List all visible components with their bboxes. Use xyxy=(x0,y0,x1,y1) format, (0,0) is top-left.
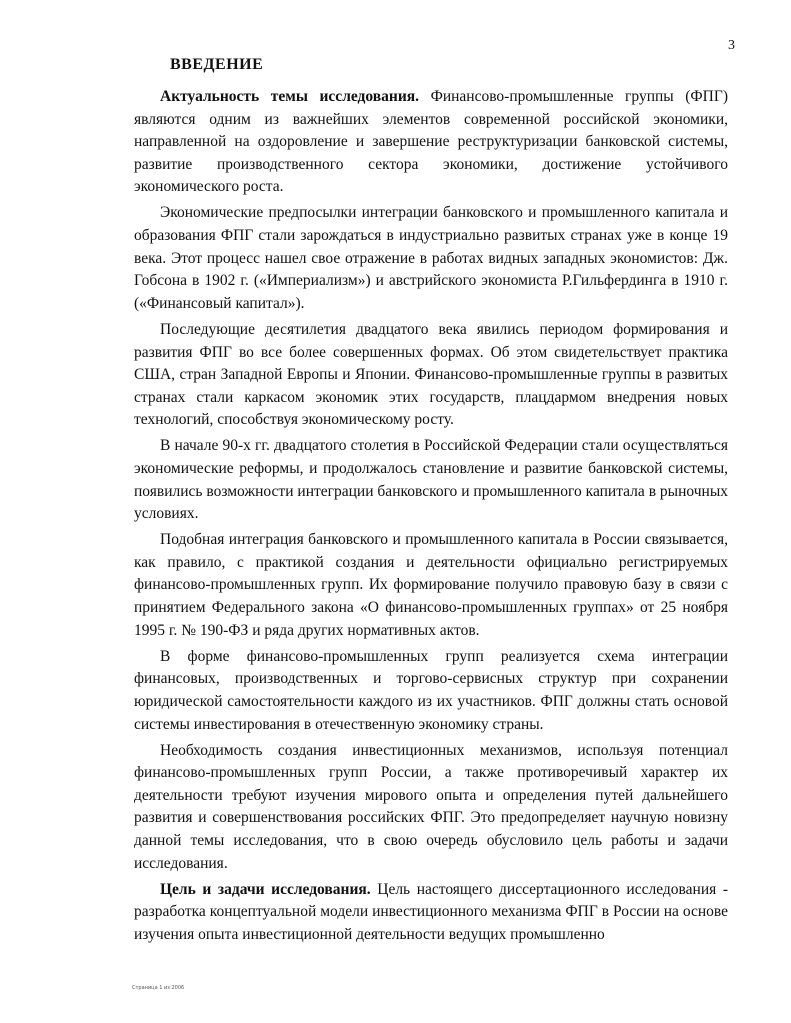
body-text xyxy=(134,86,728,950)
paragraph-text: В форме финансово-промышленных групп реализуется схема интеграции финансовых, производственных и торгово-сервисных структур при сохранении юридической самостоятельности каждого из их участников. ФПГ должны стать основой системы инвестирования в отечественную экономику страны. xyxy=(134,647,728,733)
paragraph-text: В начале 90-х гг. двадцатого столетия в Российской Федерации стали осуществляться экономические реформы, и продолжалось становление и развитие банковской системы, появились возможности интеграции банковского и промышленного капитала в рыночных условиях. xyxy=(134,437,728,523)
paragraph xyxy=(134,646,728,736)
paragraph-lead: Актуальность темы исследования. xyxy=(160,88,420,105)
paragraph xyxy=(134,435,728,525)
section-heading: ВВЕДЕНИЕ xyxy=(170,56,264,73)
paragraph xyxy=(134,529,728,642)
page-number: 3 xyxy=(728,38,735,53)
paragraph-text: Последующие десятилетия двадцатого века явились периодом формирования и развития ФПГ во все более совершенных формах. Об этом свидетельствует практика США, стран Западной Европы и Японии. Финансово-промышленные группы в развитых странах стали каркасом экономик этих государств, плацдармом внедрения новых технологий, способствуя экономическому росту. xyxy=(134,320,728,429)
paragraph-lead: Цель и задачи исследования. xyxy=(160,880,371,898)
paragraph-text: Финансово-промышленные группы (ФПГ) являются одним из важнейших элементов современной российской экономики, направленной на оздоровление и завершение реструктуризации банковской системы, развитие производственного сектора экономики, достижение устойчивого экономического роста. xyxy=(134,88,728,196)
paragraph xyxy=(134,202,728,315)
paragraph-relevance xyxy=(134,86,728,199)
paragraph-goals xyxy=(134,879,728,947)
footer-mark: Страница 1 из 2006 xyxy=(132,985,185,991)
paragraph-text: Необходимость создания инвестиционных механизмов, используя потенциал финансово-промышленных групп России, а также противоречивый характер их деятельности требуют изучения мирового опыта и определения путей дальнейшего развития и совершенствования российских ФПГ. Это предопределяет научную новизну данной темы исследования, что в свою очередь обусловило цель работы и задачи исследования. xyxy=(134,741,728,872)
paragraph-text: Цель настоящего диссертационного исследования - разработка концептуальной модели инвестиционного механизма ФПГ в России на основе изучения опыта инвестиционной деятельности ведущих промышленно xyxy=(134,880,728,943)
paragraph-text: Экономические предпосылки интеграции банковского и промышленного капитала и образования ФПГ стали зарождаться в индустриально развитых странах уже в конце 19 века. Этот процесс нашел свое отражение в работах видных западных экономистов: Дж. Гобсона в 1902 г. («Империализм») и австрийского экономиста Р.Гильфердинга в 1910 г. («Финансовый капитал»). xyxy=(134,204,728,312)
paragraph-text: Подобная интеграция банковского и промышленного капитала в России связывается, как правило, с практикой создания и деятельности официально регистрируемых финансово-промышленных групп. Их формирование получило правовую базу в связи с принятием Федерального закона «О финансово-промышленных группах» от 25 ноября 1995 г. № 190-ФЗ и ряда других нормативных актов. xyxy=(134,531,728,639)
paragraph xyxy=(134,319,728,432)
paragraph xyxy=(134,740,728,876)
